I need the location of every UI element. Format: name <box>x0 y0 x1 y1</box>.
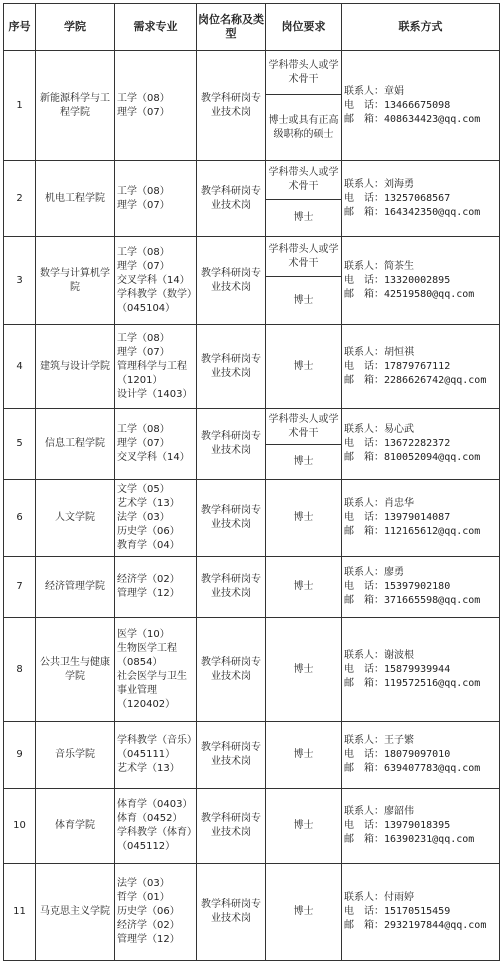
contact-person: 简茶生 <box>384 260 414 272</box>
recruitment-table-container <box>3 3 499 961</box>
major-item: 历史学（06） <box>117 906 180 917</box>
contact-email-line <box>344 206 497 220</box>
contact-email-line <box>344 113 497 127</box>
table-row <box>4 161 500 200</box>
row-contact <box>342 325 500 409</box>
major-item: 历史学（06） <box>117 526 180 537</box>
contact-phone: 13979014087 <box>384 512 451 523</box>
contact-phone: 13672282372 <box>384 438 451 449</box>
row-majors <box>115 51 197 161</box>
major-item: 法学（03） <box>117 878 170 889</box>
contact-phone-label: 电 话： <box>344 512 384 523</box>
contact-person: 廖勇 <box>384 567 404 578</box>
row-college: 数学与计算机学院 <box>36 237 115 325</box>
contact-email-label: 邮 箱： <box>344 677 384 689</box>
row-contact <box>342 557 500 618</box>
row-contact <box>342 409 500 480</box>
row-college: 体育学院 <box>36 789 115 864</box>
contact-email: 408634423@qq.com <box>384 113 481 125</box>
contact-person: 廖韶伟 <box>384 806 414 817</box>
row-college: 公共卫生与健康学院 <box>36 618 115 722</box>
contact-phone: 15879939944 <box>384 663 451 675</box>
major-item: 经济学（02） <box>117 574 180 585</box>
row-contact <box>342 789 500 864</box>
major-item: 工学（08） <box>117 332 170 344</box>
contact-email: 810052094@qq.com <box>384 452 481 463</box>
contact-email-line <box>344 374 497 388</box>
row-requirement: 博士 <box>266 277 342 325</box>
row-position: 教学科研岗专业技术岗 <box>197 480 266 557</box>
table-row <box>4 864 500 961</box>
major-item: 设计学（1403） <box>117 388 193 400</box>
contact-person: 胡恒祺 <box>384 346 414 358</box>
contact-person: 刘海勇 <box>384 178 414 190</box>
header-row <box>4 4 500 51</box>
contact-email-line <box>344 677 497 691</box>
contact-email-line <box>344 919 497 933</box>
row-college: 经济管理学院 <box>36 557 115 618</box>
row-college: 信息工程学院 <box>36 409 115 480</box>
row-requirement: 博士 <box>266 864 342 961</box>
row-majors <box>115 161 197 237</box>
contact-phone-label: 电 话： <box>344 438 384 449</box>
row-majors <box>115 864 197 961</box>
major-item: 学科教学（音乐）（045111） <box>117 735 192 760</box>
row-index: 11 <box>4 864 36 961</box>
contact-phone: 17879767112 <box>384 360 451 372</box>
contact-person: 易心武 <box>384 424 414 435</box>
contact-person-label: 联系人： <box>344 892 384 903</box>
contact-phone-label: 电 话： <box>344 99 384 111</box>
contact-person-line <box>344 734 497 748</box>
major-item: 体育学（0403） <box>117 799 193 810</box>
row-index: 10 <box>4 789 36 864</box>
contact-email-label: 邮 箱： <box>344 763 384 774</box>
contact-phone: 13466675098 <box>384 99 451 111</box>
contact-person: 谢波根 <box>384 649 414 661</box>
contact-phone-label: 电 话： <box>344 274 384 286</box>
contact-email-label: 邮 箱： <box>344 834 384 845</box>
contact-phone-line <box>344 819 497 833</box>
major-item: 工学（08） <box>117 246 170 258</box>
row-college: 机电工程学院 <box>36 161 115 237</box>
table-row <box>4 480 500 557</box>
row-requirement: 学科带头人或学术骨干 <box>266 409 342 445</box>
contact-phone: 15397902180 <box>384 581 451 592</box>
contact-email-label: 邮 箱： <box>344 452 384 463</box>
contact-email-line <box>344 833 497 847</box>
major-item: 法学（03） <box>117 512 170 523</box>
major-item: 文学（05） <box>117 484 170 495</box>
contact-email-line <box>344 288 497 302</box>
contact-person-line <box>344 423 497 437</box>
contact-phone-label: 电 话： <box>344 663 384 675</box>
contact-email: 119572516@qq.com <box>384 677 481 689</box>
row-requirement: 博士或具有正高级职称的硕士 <box>266 95 342 161</box>
row-index: 8 <box>4 618 36 722</box>
table-row <box>4 789 500 864</box>
table-body <box>4 51 500 961</box>
major-item: 交叉学科（14） <box>117 452 190 463</box>
row-requirement: 博士 <box>266 200 342 237</box>
contact-phone-label: 电 话： <box>344 192 384 204</box>
table-row <box>4 325 500 409</box>
row-requirement: 学科带头人或学术骨干 <box>266 237 342 277</box>
row-index: 9 <box>4 722 36 789</box>
header-contact: 联系方式 <box>342 4 500 51</box>
header-major: 需求专业 <box>115 4 197 51</box>
contact-email: 2932197844@qq.com <box>384 920 487 931</box>
row-majors <box>115 618 197 722</box>
contact-email: 112165612@qq.com <box>384 526 481 537</box>
contact-person-line <box>344 805 497 819</box>
row-contact <box>342 722 500 789</box>
row-contact <box>342 161 500 237</box>
contact-person-line <box>344 891 497 905</box>
row-position: 教学科研岗专业技术岗 <box>197 864 266 961</box>
header-college: 学院 <box>36 4 115 51</box>
major-item: 社会医学与卫生事业管理（120402） <box>117 670 187 710</box>
contact-email-label: 邮 箱： <box>344 526 384 537</box>
contact-phone: 13320002895 <box>384 274 451 286</box>
contact-email-line <box>344 762 497 776</box>
major-item: 艺术学（13） <box>117 498 180 509</box>
contact-phone: 13979018395 <box>384 820 451 831</box>
row-position: 教学科研岗专业技术岗 <box>197 722 266 789</box>
contact-person-label: 联系人： <box>344 346 384 358</box>
major-item: 理学（07） <box>117 106 170 118</box>
row-contact <box>342 51 500 161</box>
row-requirement: 学科带头人或学术骨干 <box>266 51 342 95</box>
contact-phone-line <box>344 274 497 288</box>
contact-person-label: 联系人： <box>344 424 384 435</box>
major-item: 生物医学工程（0854） <box>117 642 177 668</box>
row-majors <box>115 789 197 864</box>
table-row <box>4 51 500 95</box>
contact-person-line <box>344 346 497 360</box>
contact-email-label: 邮 箱： <box>344 206 384 218</box>
contact-phone-label: 电 话： <box>344 581 384 592</box>
contact-phone-line <box>344 748 497 762</box>
contact-email: 16390231@qq.com <box>384 834 475 845</box>
row-contact <box>342 237 500 325</box>
row-requirement: 博士 <box>266 618 342 722</box>
contact-email-label: 邮 箱： <box>344 374 384 386</box>
contact-person-label: 联系人： <box>344 567 384 578</box>
contact-email-label: 邮 箱： <box>344 113 384 125</box>
major-item: 工学（08） <box>117 92 170 104</box>
row-majors <box>115 722 197 789</box>
contact-phone-line <box>344 663 497 677</box>
contact-email-line <box>344 525 497 539</box>
recruitment-table <box>3 3 500 961</box>
major-item: 理学（07） <box>117 346 170 358</box>
contact-email-label: 邮 箱： <box>344 920 384 931</box>
row-requirement: 学科带头人或学术骨干 <box>266 161 342 200</box>
contact-phone-label: 电 话： <box>344 360 384 372</box>
contact-person-line <box>344 178 497 192</box>
major-item: 经济学（02） <box>117 920 180 931</box>
contact-person-label: 联系人： <box>344 260 384 272</box>
contact-phone: 15170515459 <box>384 906 451 917</box>
contact-phone-line <box>344 99 497 113</box>
contact-phone-line <box>344 580 497 594</box>
major-item: 体育（0452） <box>117 813 183 824</box>
row-index: 5 <box>4 409 36 480</box>
row-majors <box>115 325 197 409</box>
contact-phone-label: 电 话： <box>344 820 384 831</box>
row-college: 建筑与设计学院 <box>36 325 115 409</box>
contact-email: 42519580@qq.com <box>384 288 475 300</box>
contact-email-line <box>344 594 497 608</box>
contact-person: 付雨婷 <box>384 892 414 903</box>
major-item: 学科教学（体育）（045112） <box>117 827 192 852</box>
row-position: 教学科研岗专业技术岗 <box>197 557 266 618</box>
major-item: 教育学（04） <box>117 540 180 551</box>
contact-email: 2286626742@qq.com <box>384 374 487 386</box>
row-requirement: 博士 <box>266 325 342 409</box>
row-contact <box>342 864 500 961</box>
contact-phone: 13257068567 <box>384 192 451 204</box>
contact-person: 章娟 <box>384 85 404 97</box>
row-majors <box>115 409 197 480</box>
major-item: 学科教学（数学）（045104） <box>117 288 192 314</box>
row-contact <box>342 480 500 557</box>
row-position: 教学科研岗专业技术岗 <box>197 51 266 161</box>
row-college: 马克思主义学院 <box>36 864 115 961</box>
table-row <box>4 409 500 445</box>
row-requirement: 博士 <box>266 480 342 557</box>
contact-phone-line <box>344 511 497 525</box>
row-college: 人文学院 <box>36 480 115 557</box>
contact-email-label: 邮 箱： <box>344 288 384 300</box>
row-majors <box>115 480 197 557</box>
major-item: 管理学（12） <box>117 934 180 945</box>
row-majors <box>115 237 197 325</box>
contact-person-label: 联系人： <box>344 806 384 817</box>
table-row <box>4 722 500 789</box>
row-position: 教学科研岗专业技术岗 <box>197 161 266 237</box>
contact-email: 164342350@qq.com <box>384 206 481 218</box>
contact-email: 371665598@qq.com <box>384 595 481 606</box>
contact-person: 王子繁 <box>384 735 414 746</box>
row-index: 7 <box>4 557 36 618</box>
contact-email: 639407783@qq.com <box>384 763 481 774</box>
row-position: 教学科研岗专业技术岗 <box>197 409 266 480</box>
table-row <box>4 618 500 722</box>
major-item: 理学（07） <box>117 199 170 211</box>
major-item: 医学（10） <box>117 628 170 640</box>
contact-person: 肖忠华 <box>384 498 414 509</box>
row-index: 3 <box>4 237 36 325</box>
row-position: 教学科研岗专业技术岗 <box>197 325 266 409</box>
major-item: 哲学（01） <box>117 892 170 903</box>
row-requirement: 博士 <box>266 722 342 789</box>
header-index: 序号 <box>4 4 36 51</box>
contact-person-line <box>344 85 497 99</box>
row-college: 音乐学院 <box>36 722 115 789</box>
row-position: 教学科研岗专业技术岗 <box>197 618 266 722</box>
row-index: 1 <box>4 51 36 161</box>
contact-person-label: 联系人： <box>344 85 384 97</box>
row-contact <box>342 618 500 722</box>
row-requirement: 博士 <box>266 557 342 618</box>
major-item: 交叉学科（14） <box>117 274 190 286</box>
contact-person-line <box>344 566 497 580</box>
contact-person-line <box>344 260 497 274</box>
major-item: 理学（07） <box>117 260 170 272</box>
row-position: 教学科研岗专业技术岗 <box>197 789 266 864</box>
contact-phone-line <box>344 360 497 374</box>
contact-phone-label: 电 话： <box>344 906 384 917</box>
row-majors <box>115 557 197 618</box>
row-index: 2 <box>4 161 36 237</box>
major-item: 理学（07） <box>117 438 170 449</box>
table-row <box>4 237 500 277</box>
header-requirement: 岗位要求 <box>266 4 342 51</box>
row-position: 教学科研岗专业技术岗 <box>197 237 266 325</box>
row-index: 6 <box>4 480 36 557</box>
contact-person-line <box>344 497 497 511</box>
row-requirement: 博士 <box>266 445 342 480</box>
contact-person-label: 联系人： <box>344 735 384 746</box>
contact-email-line <box>344 451 497 465</box>
contact-email-label: 邮 箱： <box>344 595 384 606</box>
contact-phone-line <box>344 192 497 206</box>
row-requirement: 博士 <box>266 789 342 864</box>
row-index: 4 <box>4 325 36 409</box>
table-row <box>4 557 500 618</box>
major-item: 工学（08） <box>117 424 170 435</box>
major-item: 管理科学与工程（1201） <box>117 360 187 386</box>
contact-phone-line <box>344 905 497 919</box>
contact-phone-line <box>344 437 497 451</box>
contact-person-line <box>344 649 497 663</box>
row-college: 新能源科学与工程学院 <box>36 51 115 161</box>
contact-person-label: 联系人： <box>344 649 384 661</box>
header-position: 岗位名称及类型 <box>197 4 266 51</box>
contact-person-label: 联系人： <box>344 178 384 190</box>
major-item: 艺术学（13） <box>117 763 180 774</box>
contact-phone-label: 电 话： <box>344 749 384 760</box>
major-item: 工学（08） <box>117 185 170 197</box>
contact-phone: 18079097010 <box>384 749 451 760</box>
contact-person-label: 联系人： <box>344 498 384 509</box>
major-item: 管理学（12） <box>117 588 180 599</box>
